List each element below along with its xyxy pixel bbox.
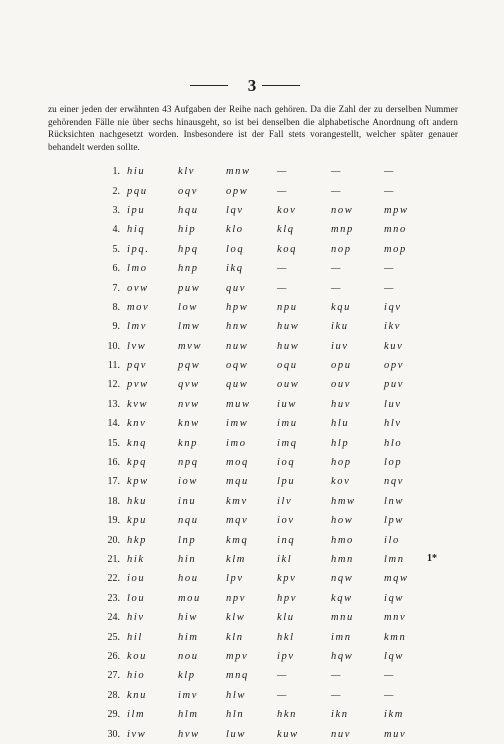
table-row [86, 181, 433, 200]
table-row [86, 511, 433, 530]
row-number: 8. [112, 301, 120, 313]
table-cell: ikm [384, 709, 404, 721]
table-cell: ivw [127, 728, 147, 740]
table-cell: luw [226, 728, 246, 740]
table-cell: huw [277, 321, 300, 333]
table-row [86, 647, 433, 666]
table-cell: ilv [277, 495, 293, 507]
table-cell: lpw [384, 515, 404, 527]
table-cell: kpw [127, 476, 149, 488]
table-cell: huw [277, 340, 300, 352]
table-row [86, 259, 433, 278]
row-number: 4. [112, 224, 120, 236]
table-cell: kuv [384, 340, 404, 352]
table-cell: iuw [277, 398, 297, 410]
row-number: 6. [112, 263, 120, 275]
table-cell: hlp [331, 437, 350, 449]
row-number: 13. [107, 398, 120, 410]
table-cell: ouv [331, 379, 351, 391]
table-cell: kqw [331, 592, 353, 604]
table-row [86, 356, 433, 375]
table-cell: knq [127, 437, 147, 449]
table-cell: mqu [226, 476, 249, 488]
table-cell: iov [277, 515, 295, 527]
table-cell: mnu [331, 612, 354, 624]
table-cell: — [384, 263, 395, 275]
combination-table-body [86, 162, 433, 744]
table-cell: mop [384, 243, 407, 255]
table-cell: klm [226, 554, 246, 565]
table-cell: imu [277, 418, 298, 430]
row-number: 2. [112, 185, 120, 197]
table-cell: — [277, 689, 288, 701]
intro-paragraph [48, 103, 458, 153]
table-row [86, 337, 433, 356]
header-rule-left [190, 85, 228, 86]
table-cell: quw [226, 379, 249, 391]
row-number: 21. [107, 554, 120, 565]
table-cell: klp [178, 670, 196, 682]
table-cell: npq [178, 457, 199, 469]
row-number: 11. [107, 360, 120, 372]
table-row [86, 162, 433, 181]
table-cell: — [331, 282, 342, 294]
table-cell: knw [178, 418, 200, 430]
table-cell: opw [226, 185, 249, 197]
table-cell: opu [331, 360, 352, 372]
table-cell: muw [226, 398, 251, 410]
table-cell: ouw [277, 379, 300, 391]
row-number: 12. [107, 379, 120, 391]
table-cell: hkl [277, 631, 295, 643]
table-cell: klu [277, 612, 295, 624]
table-cell: klo [226, 224, 244, 236]
table-cell: kmv [226, 495, 248, 507]
table-cell: lpu [277, 476, 296, 488]
table-cell: nuw [226, 340, 249, 352]
table-cell: mqv [226, 515, 249, 527]
table-cell: pqu [127, 185, 148, 197]
table-cell: pqw [178, 360, 201, 372]
table-cell: ovw [127, 282, 149, 294]
table-cell: imo [226, 437, 247, 449]
table-cell: hln [226, 709, 245, 721]
table-row [86, 492, 433, 511]
intro-text: zu einer jeden der erwähnten 43 Aufgaben der Reihe nach gehören. Da die Zahl der zu derselben Nummer gehörenden Fälle nie über sechs hinausgeht, so ist bei denselben die alphabetische Anordnung oft andern Rücksichten nachgesetzt worden. Insbesondere ist der Fall stets vorangestellt, welcher später genauer behandelt werden sollte. [48, 104, 458, 152]
table-cell: moq [226, 457, 249, 469]
table-cell: ikl [277, 554, 293, 565]
table-cell: npu [277, 301, 298, 313]
table-cell: klv [178, 166, 196, 178]
table-row [86, 201, 433, 220]
row-number: 18. [107, 495, 120, 507]
row-number: 30. [107, 728, 120, 740]
row-number: 24. [107, 612, 120, 624]
table-cell: hku [127, 495, 147, 507]
table-cell: lmw [178, 321, 201, 333]
table-row [86, 414, 433, 433]
table-cell: mnw [226, 166, 251, 178]
table-row [86, 317, 433, 336]
table-cell: hiu [127, 166, 146, 178]
table-cell: hpq [178, 243, 199, 255]
table-cell: klq [277, 224, 295, 236]
table-row [86, 220, 433, 239]
table-cell: hlv [384, 418, 402, 430]
table-cell: — [277, 670, 288, 682]
table-row [86, 395, 433, 414]
table-cell: nqu [178, 515, 199, 527]
table-cell: ioq [277, 457, 296, 469]
table-cell: hvw [178, 728, 200, 740]
table-cell: oqv [178, 185, 198, 197]
table-cell: mou [178, 592, 201, 604]
table-cell: ipu [127, 204, 146, 216]
table-cell: hpv [277, 592, 297, 604]
table-cell: mnv [384, 612, 407, 624]
table-cell: lou [127, 592, 146, 604]
table-cell: kpu [127, 515, 147, 527]
table-cell: mnq [226, 670, 249, 682]
table-row [86, 686, 433, 705]
table-cell: mpv [226, 650, 249, 662]
table-cell: lmn [384, 554, 405, 565]
table-cell: hnp [178, 263, 199, 275]
table-cell: — [384, 166, 395, 178]
table-cell: low [178, 301, 198, 313]
table-cell: lqw [384, 650, 404, 662]
table-cell: ilm [127, 709, 146, 721]
table-cell: hop [331, 457, 352, 469]
table-cell: — [277, 166, 288, 178]
table-row [86, 666, 433, 685]
table-cell: — [331, 670, 342, 682]
table-row [86, 627, 433, 646]
table-cell: lnp [178, 534, 197, 546]
table-cell: kvw [127, 398, 149, 410]
table-cell: inu [178, 495, 197, 507]
table-cell: lqv [226, 204, 244, 216]
table-cell: mnp [331, 224, 354, 236]
table-row [86, 472, 433, 491]
table-cell: muv [384, 728, 407, 740]
row-number: 16. [107, 457, 120, 469]
table-cell: klw [226, 612, 246, 624]
table-cell: hpw [226, 301, 249, 313]
page-number: 3 [247, 76, 257, 95]
table-cell: — [277, 185, 288, 197]
row-number: 26. [107, 650, 120, 662]
table-cell: iqw [384, 592, 404, 604]
table-cell: ikq [226, 263, 244, 275]
table-cell: pvw [127, 379, 149, 391]
table-row [86, 550, 433, 569]
table-cell: loq [226, 243, 245, 255]
table-cell: him [178, 631, 199, 643]
table-cell: lop [384, 457, 403, 469]
table-cell: how [331, 515, 354, 527]
row-number: 7. [112, 282, 120, 294]
table-cell: knv [127, 418, 147, 430]
table-cell: lmo [127, 263, 148, 275]
table-cell: hnw [226, 321, 249, 333]
table-cell: iow [178, 476, 198, 488]
table-cell: kpv [277, 573, 297, 585]
table-row [86, 589, 433, 608]
table-cell: — [384, 670, 395, 682]
table-cell: oqw [226, 360, 249, 372]
table-cell: imq [277, 437, 298, 449]
table-cell: ikn [331, 709, 349, 721]
table-row [86, 433, 433, 452]
table-cell: hin [178, 554, 197, 565]
table-cell: hqw [331, 650, 354, 662]
signature-mark: 1* [427, 553, 437, 564]
table-cell: hip [178, 224, 197, 236]
table-cell: oqu [277, 360, 298, 372]
table-cell: mvw [178, 340, 203, 352]
table-cell: lpv [226, 573, 244, 585]
table-cell: imw [226, 418, 249, 430]
row-number: 9. [112, 321, 120, 333]
table-cell: nqw [331, 573, 354, 585]
row-number: 28. [107, 689, 120, 701]
table-cell: hlw [226, 689, 246, 701]
table-cell: kou [127, 650, 147, 662]
row-number: 23. [107, 592, 120, 604]
table-cell: puv [384, 379, 404, 391]
table-cell: kpq [127, 457, 147, 469]
table-cell: now [331, 204, 354, 216]
table-cell: iku [331, 321, 349, 333]
table-row [86, 530, 433, 549]
table-cell: hlm [178, 709, 199, 721]
table-cell: huv [331, 398, 351, 410]
table-cell: nou [178, 650, 199, 662]
table-row [86, 705, 433, 724]
table-cell: — [331, 185, 342, 197]
table-cell: kmq [226, 534, 249, 546]
table-cell: inq [277, 534, 296, 546]
table-cell: hiq [127, 224, 146, 236]
table-cell: iou [127, 573, 146, 585]
table-cell: imn [331, 631, 352, 643]
table-row [86, 569, 433, 588]
table-cell: knu [127, 689, 147, 701]
table-cell: — [331, 689, 342, 701]
table-cell: hkp [127, 534, 147, 546]
row-number: 29. [107, 709, 120, 721]
table-cell: — [384, 689, 395, 701]
table-cell: hqu [178, 204, 199, 216]
table-cell: hik [127, 554, 145, 565]
table-cell: hmw [331, 495, 356, 507]
row-number: 3. [112, 204, 120, 216]
table-cell: nvw [178, 398, 200, 410]
table-cell: hou [178, 573, 199, 585]
table-cell: hiv [127, 612, 145, 624]
row-number: 27. [107, 670, 120, 682]
table-cell: kov [277, 204, 297, 216]
table-cell: kln [226, 631, 244, 643]
table-cell: — [384, 282, 395, 294]
table-cell: hlo [384, 437, 403, 449]
table-cell: kqu [331, 301, 351, 313]
table-cell: opv [384, 360, 404, 372]
table-cell: lnw [384, 495, 404, 507]
table-cell: hmo [331, 534, 354, 546]
table-row [86, 240, 433, 259]
table-cell: iuv [331, 340, 349, 352]
table-cell: kmn [384, 631, 407, 643]
row-number: 25. [107, 631, 120, 643]
table-row [86, 453, 433, 472]
table-row [86, 608, 433, 627]
table-cell: hil [127, 631, 143, 643]
row-number: 17. [107, 476, 120, 488]
table-cell: hio [127, 670, 146, 682]
table-cell: knp [178, 437, 198, 449]
table-cell: mqw [384, 573, 409, 585]
table-cell: — [331, 263, 342, 275]
row-number: 22. [107, 573, 120, 585]
table-cell: kov [331, 476, 351, 488]
table-cell: ipv [277, 650, 295, 662]
table-cell: kuw [277, 728, 299, 740]
table-cell: mno [384, 224, 407, 236]
table-cell: — [384, 185, 395, 197]
table-cell: lmv [127, 321, 147, 333]
table-cell: ilo [384, 534, 400, 546]
table-cell: lvw [127, 340, 147, 352]
table-cell: — [277, 263, 288, 275]
table-cell: — [277, 282, 288, 294]
table-cell: koq [277, 243, 297, 255]
table-cell: nop [331, 243, 352, 255]
table-cell: hkn [277, 709, 297, 721]
table-cell: mpw [384, 204, 409, 216]
table-row [86, 724, 433, 743]
row-number: 15. [107, 437, 120, 449]
table-cell: imv [178, 689, 198, 701]
table-cell: ipq. [127, 243, 150, 255]
table-row [86, 278, 433, 297]
table-cell: pqv [127, 360, 147, 372]
header-rule-right [262, 85, 300, 86]
table-cell: — [331, 166, 342, 178]
table-cell: quv [226, 282, 246, 294]
table-cell: nuv [331, 728, 351, 740]
row-number: 1. [112, 166, 120, 178]
table-cell: npv [226, 592, 246, 604]
row-number: 20. [107, 534, 120, 546]
row-number: 14. [107, 418, 120, 430]
table-cell: hmn [331, 554, 354, 565]
table-row [86, 375, 433, 394]
table-cell: mov [127, 301, 150, 313]
table-cell: iqv [384, 301, 402, 313]
table-cell: nqv [384, 476, 404, 488]
table-cell: hlu [331, 418, 350, 430]
row-number: 19. [107, 515, 120, 527]
table-cell: ikv [384, 321, 402, 333]
row-number: 5. [112, 243, 120, 255]
table-row [86, 298, 433, 317]
combination-table [86, 162, 433, 744]
table-cell: hiw [178, 612, 198, 624]
row-number: 10. [107, 340, 120, 352]
table-cell: luv [384, 398, 402, 410]
table-cell: qvw [178, 379, 200, 391]
table-cell: puw [178, 282, 201, 294]
